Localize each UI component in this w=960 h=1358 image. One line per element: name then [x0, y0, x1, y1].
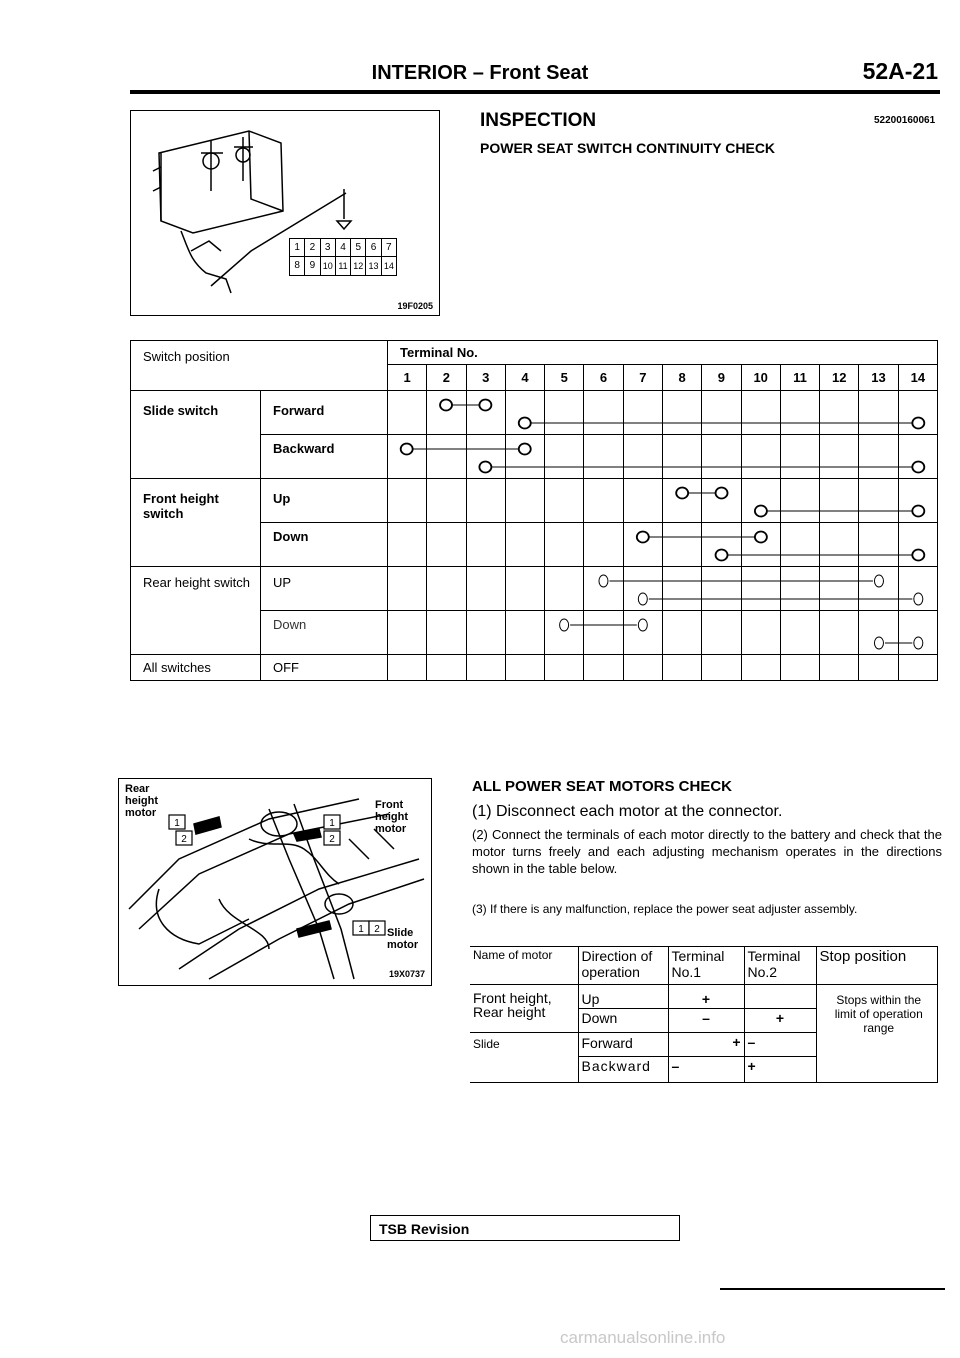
- terminal-header: 10: [741, 365, 780, 391]
- pin-14: 14: [383, 261, 394, 271]
- front-motor-label: Front height motor: [375, 799, 408, 835]
- position-up: Up: [261, 479, 388, 523]
- pin-1: 1: [290, 239, 305, 256]
- pin-3: 3: [321, 239, 336, 256]
- position-forward: Forward: [261, 391, 388, 435]
- position-backward: Backward: [261, 435, 388, 479]
- svg-text:1: 1: [174, 818, 180, 829]
- motor-direction: Forward: [578, 1033, 668, 1057]
- figure-code: 19X0737: [388, 969, 425, 979]
- tsb-revision-box: TSB Revision: [370, 1215, 680, 1241]
- svg-text:2: 2: [329, 834, 335, 845]
- section-code: 52200160061: [874, 115, 936, 126]
- pin-7: 7: [386, 242, 392, 253]
- terminal-header: 8: [662, 365, 701, 391]
- motor-t1: +: [668, 985, 744, 1009]
- motor-t1: +: [668, 1033, 744, 1057]
- svg-text:1: 1: [329, 818, 335, 829]
- terminal-header: 2: [427, 365, 466, 391]
- pin-2: 2: [305, 239, 320, 256]
- terminal-no-header: Terminal No.: [388, 341, 938, 365]
- svg-text:1: 1: [358, 924, 364, 935]
- section-subheading: POWER SEAT SWITCH CONTINUITY CHECK: [480, 140, 776, 156]
- pin-9: 9: [305, 257, 320, 275]
- pin-8: 8: [290, 257, 305, 275]
- motor-t2: +: [744, 1057, 816, 1083]
- motor-t2: +: [744, 1009, 816, 1033]
- motor-direction: Up: [578, 985, 668, 1009]
- slide-motor-label: Slide motor: [387, 927, 419, 951]
- motor-t2: –: [744, 1033, 816, 1057]
- terminal-header: 13: [859, 365, 898, 391]
- group-all-switches: All switches: [131, 655, 261, 681]
- continuity-table: [130, 340, 938, 681]
- motor-t2: [744, 985, 816, 1009]
- terminal-header: 7: [623, 365, 662, 391]
- terminal-header: 4: [505, 365, 544, 391]
- svg-text:2: 2: [181, 834, 187, 845]
- terminal-header: 3: [466, 365, 505, 391]
- pin-4: 4: [336, 239, 351, 256]
- position-rear-down: Down: [261, 611, 388, 655]
- footer-rule: [720, 1288, 945, 1290]
- pin-13: 13: [366, 257, 381, 275]
- motor-header-stop: Stop position: [816, 947, 938, 985]
- motor-direction: Backward: [578, 1057, 668, 1083]
- terminal-header: 11: [780, 365, 819, 391]
- motors-step-3: (3) If there is any malfunction, replace the power seat adjuster assembly.: [472, 902, 858, 916]
- terminal-header: 14: [898, 365, 937, 391]
- group-front-height-switch: Front height switch: [131, 479, 261, 567]
- switch-figure: [130, 110, 440, 316]
- figure-code: 19F0205: [397, 301, 433, 311]
- section-heading: INSPECTION: [480, 110, 597, 131]
- svg-text:2: 2: [374, 924, 380, 935]
- header-rule: [130, 90, 940, 94]
- motors-step-2: (2) Connect the terminals of each motor directly to the battery and check that the motor turns freely and each adjusting mechanism operates in the directions shown in the table below.: [472, 827, 942, 876]
- rear-motor-label: Rear height motor: [125, 783, 158, 819]
- terminal-header: 6: [584, 365, 623, 391]
- group-slide-switch: Slide switch: [131, 391, 261, 479]
- motor-table: [470, 946, 938, 1083]
- position-down: Down: [261, 523, 388, 567]
- position-rear-up: UP: [261, 567, 388, 611]
- page-code: 52A-21: [862, 58, 938, 84]
- position-off: OFF: [261, 655, 388, 681]
- switch-position-header: Switch position: [131, 341, 388, 391]
- motor-header-t1: Terminal No.1: [668, 947, 744, 985]
- switch-illustration: [131, 111, 439, 315]
- motor-direction: Down: [578, 1009, 668, 1033]
- terminal-header: 12: [820, 365, 859, 391]
- motor-name-slide: Slide: [470, 1033, 578, 1083]
- motor-name-height: Front height, Rear height: [470, 985, 578, 1033]
- motor-t1: –: [668, 1009, 744, 1033]
- pin-11: 11: [336, 257, 351, 275]
- terminal-header: 5: [545, 365, 584, 391]
- motor-stop-position: Stops within the limit of operation range: [816, 985, 938, 1083]
- watermark: carmanualsonline.info: [560, 1328, 726, 1347]
- terminal-header: 9: [702, 365, 741, 391]
- motor-header-name: Name of motor: [470, 947, 578, 985]
- pin-12: 12: [351, 257, 366, 275]
- motor-header-direction: Direction of operation: [578, 947, 668, 985]
- motors-heading: ALL POWER SEAT MOTORS CHECK: [472, 778, 733, 795]
- motors-step-1: (1) Disconnect each motor at the connector.: [472, 803, 783, 820]
- page-title: INTERIOR – Front Seat: [371, 62, 589, 84]
- group-rear-height-switch: Rear height switch: [131, 567, 261, 655]
- terminal-header: 1: [388, 365, 427, 391]
- motor-header-t2: Terminal No.2: [744, 947, 816, 985]
- pin-6: 6: [366, 239, 381, 256]
- motor-t1: –: [668, 1057, 744, 1083]
- connector-pin-grid: [289, 238, 397, 276]
- pin-5: 5: [351, 239, 366, 256]
- pin-10: 10: [321, 257, 336, 275]
- motors-figure: [118, 778, 432, 986]
